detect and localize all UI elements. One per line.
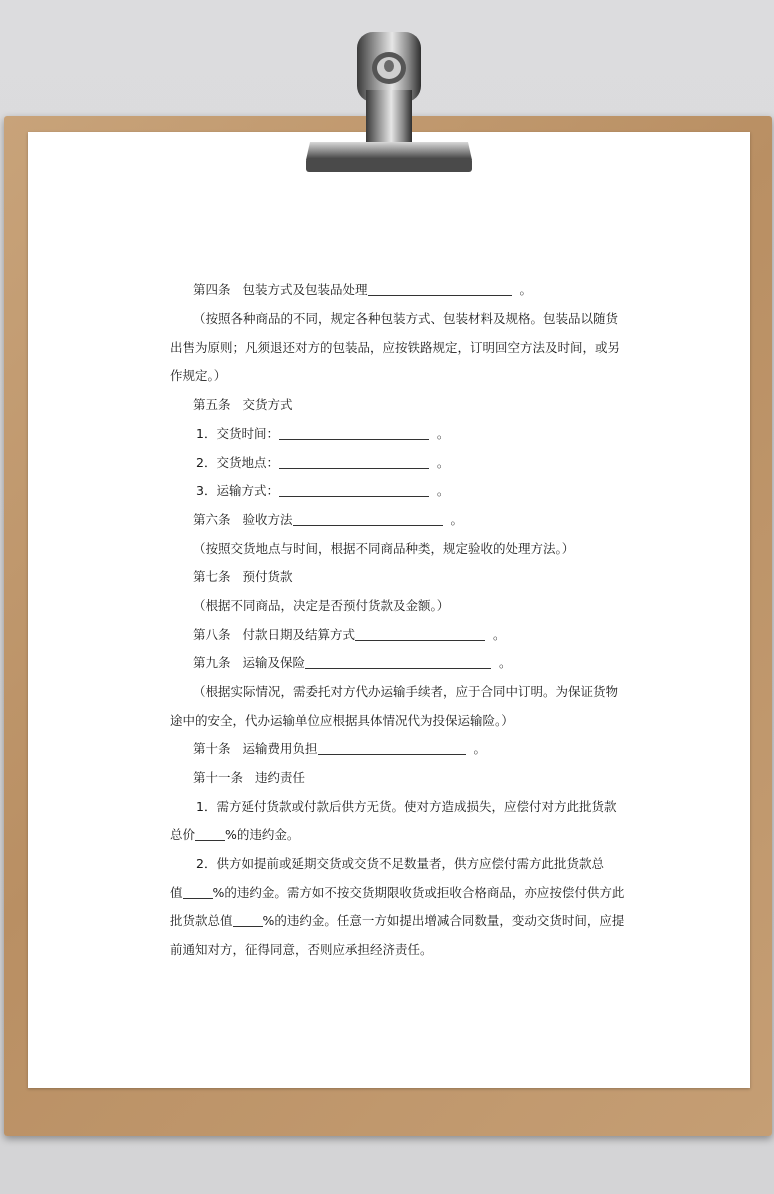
fill-blank[interactable] [233,914,263,927]
fill-blank[interactable] [355,628,485,641]
article-5-item-1: 1．交货时间： 。 [196,426,450,441]
article-4-note-line-3: 作规定。） [170,368,227,383]
article-5-item-3: 3．运输方式： 。 [196,483,450,498]
fill-blank[interactable] [183,886,213,899]
article-4: 第四条 包装方式及包装品处理 。 [193,282,532,297]
article-11-p1-line-2: 总价 %的违约金。 [170,827,300,842]
article-title: 包装方式及包装品处理 [242,282,368,297]
fill-blank[interactable] [368,283,512,296]
article-4-note-line-2: 出售为原则；凡须退还对方的包装品，应按铁路规定，订明回空方法及时间，或另 [170,340,621,355]
article-11-p1-line-1: 1．需方延付货款或付款后供方无货。使对方造成损失，应偿付对方此批货款 [196,799,617,814]
article-9-note-line-1: （根据实际情况，需委托对方代办运输手续者，应于合同中订明。为保证货物 [193,684,619,699]
fill-blank[interactable] [195,828,225,841]
article-11-p2-line-2: 值 %的违约金。需方如不按交货期限收货或拒收合格商品，亦应按偿付供方此 [170,885,625,900]
article-6-note: （按照交货地点与时间，根据不同商品种类，规定验收的处理方法。） [193,541,575,556]
article-9-note-line-2: 途中的安全，代办运输单位应根据具体情况代为投保运输险。） [170,713,514,728]
article-9: 第九条 运输及保险 。 [193,655,512,670]
article-5-item-2: 2．交货地点： 。 [196,455,450,470]
article-11-p2-line-4: 前通知对方，征得同意，否则应承担经济责任。 [170,942,433,957]
article-8: 第八条 付款日期及结算方式 。 [193,627,506,642]
article-7-note: （根据不同商品，决定是否预付货款及金额。） [193,598,450,613]
article-11: 第十一条 违约责任 [193,770,306,785]
article-10: 第十条 运输费用负担 。 [193,741,486,756]
fill-blank[interactable] [305,656,491,669]
fill-blank[interactable] [279,456,429,469]
article-7: 第七条 预付货款 [193,569,293,584]
article-5: 第五条 交货方式 [193,397,293,412]
article-4-note-line-1: （按照各种商品的不同，规定各种包装方式、包装材料及规格。包装品以随货 [193,311,619,326]
article-number: 第四条 [193,282,231,297]
article-11-p2-line-3: 批货款总值 %的违约金。任意一方如提出增减合同数量，变动交货时间，应提 [170,913,625,928]
article-6: 第六条 验收方法 。 [193,512,463,527]
fill-blank[interactable] [279,484,429,497]
fill-blank[interactable] [318,742,466,755]
article-11-p2-line-1: 2．供方如提前或延期交货或交货不足数量者，供方应偿付需方此批货款总 [196,856,604,871]
fill-blank[interactable] [293,513,443,526]
fill-blank[interactable] [279,427,429,440]
